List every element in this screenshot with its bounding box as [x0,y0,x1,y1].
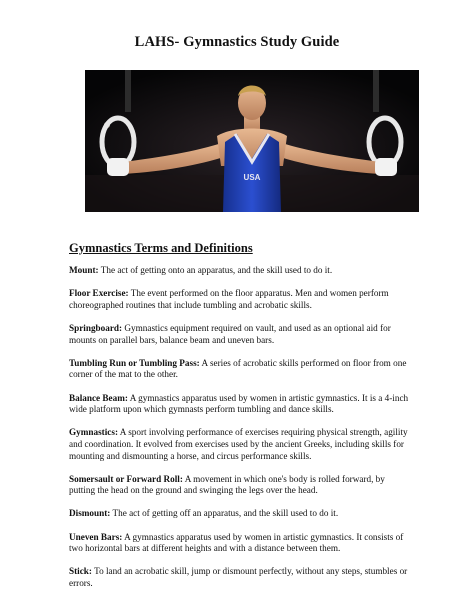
definition-text: A sport involving performance of exercises requiring physical strength, agility and coordination. It evolved from exercises used by the ancient Greeks, including skills for mounting and dismounting a horse, and circus performance skills. [69,427,408,461]
gymnast-on-rings-photo [85,70,419,212]
section-heading: Gymnastics Terms and Definitions [69,241,253,255]
definition-entry [69,265,409,277]
definition-text: A gymnastics apparatus used by women in artistic gymnastics. It consists of two horizontal bars at different heights and with a distance between them. [69,531,404,554]
definition-text: A movement in which one's body is rolled forward, by putting the head on the ground and swinging the legs over the head. [69,473,385,496]
definition-text: To land an acrobatic skill, jump or dismount perfectly, without any steps, stumbles or errors. [69,566,408,589]
definition-text: The act of getting off an apparatus, and the skill used to do it. [110,508,339,519]
definition-entry [69,508,409,520]
definition-entry [69,566,409,589]
definition-term: Uneven Bars: [69,531,123,542]
definition-term: Dismount: [69,508,111,519]
definition-text: The act of getting onto an apparatus, and the skill used to do it. [98,265,333,275]
definition-text: A gymnastics apparatus used by women in artistic gymnastics. It is a 4-inch wide platform upon which gymnasts perform tumbling and dance skills. [69,392,409,415]
definition-text: The event performed on the floor apparatus. Men and women perform choreographed routines that include tumbling and acrobatic skills. [69,288,389,310]
definition-term: Somersault or Forward Roll: [69,473,183,484]
singlet-text: USA [243,173,261,182]
definitions-list [69,265,409,601]
definition-term: Balance Beam: [69,392,128,403]
definition-entry [69,393,409,416]
definition-term: Floor Exercise: [69,288,129,299]
definition-entry [69,358,409,381]
definition-entry [69,532,409,555]
definition-term: Springboard: [69,322,123,333]
definition-term: Tumbling Run or Tumbling Pass: [69,357,200,368]
definition-term: Mount: [69,265,99,275]
definition-entry [69,323,409,346]
definition-text: Gymnastics equipment required on vault, and used as an optional aid for mounts on parallel bars, balance beam and uneven bars. [69,322,391,345]
definition-entry [69,474,409,497]
definition-text: A series of acrobatic skills performed on floor from one corner of the mat to the other. [69,357,407,380]
page-title: LAHS- Gymnastics Study Guide [134,34,340,50]
definition-entry [69,288,409,311]
definition-term: Stick: [69,566,92,577]
definition-entry [69,427,409,462]
definition-term: Gymnastics: [69,427,118,438]
